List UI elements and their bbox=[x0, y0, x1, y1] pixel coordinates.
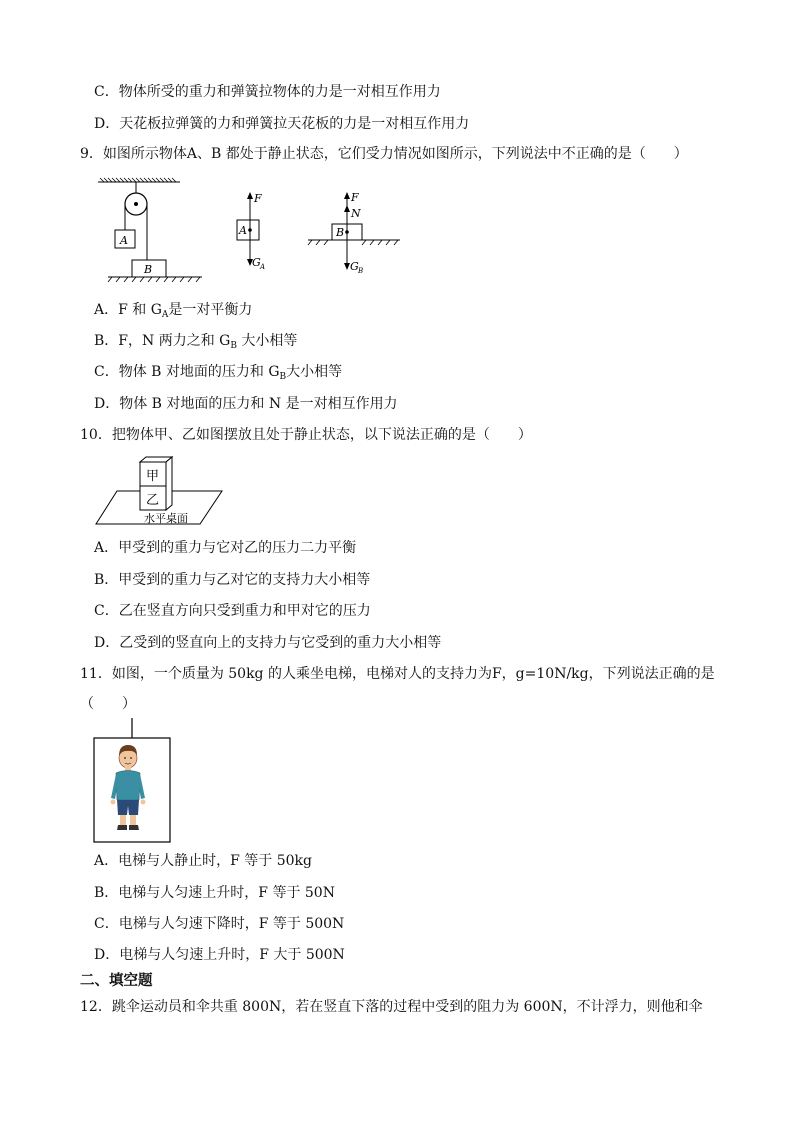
fbd-a-gravity: G bbox=[252, 256, 261, 269]
q9-option-a: A．F 和 $G_A$是一对平衡力 bbox=[94, 302, 253, 320]
fbd-b-label: B bbox=[336, 226, 345, 239]
fbd-b-gravity: G bbox=[350, 260, 359, 273]
block-jia-label: 甲 bbox=[146, 469, 160, 484]
fbd-b-force-n: N bbox=[351, 207, 361, 220]
q10-option-d: D．乙受到的竖直向上的支持力与它受到的重力大小相等 bbox=[94, 635, 442, 651]
q9-stem: 9．如图所示物体A、B 都处于静止状态，它们受力情况如图所示，下列说法中不正确的是（ ） bbox=[80, 146, 688, 162]
q11-elevator-figure bbox=[92, 718, 174, 844]
q8-option-c: C．物体所受的重力和弹簧拉物体的力是一对相互作用力 bbox=[94, 84, 441, 100]
q11-option-a: A．电梯与人静止时，F 等于 50kg bbox=[94, 853, 312, 869]
fbd-b-force-f: F bbox=[351, 191, 359, 204]
table-label: 水平桌面 bbox=[144, 512, 188, 525]
q10-stem: 10．把物体甲、乙如图摆放且处于静止状态，以下说法正确的是（ ） bbox=[80, 427, 532, 443]
q10-figure bbox=[92, 454, 227, 529]
block-yi-label: 乙 bbox=[146, 493, 160, 508]
q9-option-b: B．F，N 两力之和 $G_B$ 大小相等 bbox=[94, 333, 298, 351]
fbd-b-gravity-sub: B bbox=[358, 267, 364, 275]
block-b-label: B bbox=[144, 263, 153, 276]
q11-option-b: B．电梯与人匀速上升时，F 等于 50N bbox=[94, 885, 335, 901]
q11-paren: （ ） bbox=[80, 696, 136, 712]
q8-option-d: D．天花板拉弹簧的力和弹簧拉天花板的力是一对相互作用力 bbox=[94, 116, 470, 132]
q9-figure bbox=[90, 172, 420, 284]
section-title: 二、填空题 bbox=[80, 973, 153, 989]
q9-option-c: C．物体 B 对地面的压力和 $G_B$大小相等 bbox=[94, 364, 343, 382]
q11-option-c: C．电梯与人匀速下降时，F 等于 500N bbox=[94, 916, 345, 932]
q12-stem: 12．跳伞运动员和伞共重 800N，若在竖直下落的过程中受到的阻力为 600N，不计浮力，则他和伞 bbox=[80, 999, 703, 1015]
q11-stem: 11．如图，一个质量为 50kg 的人乘坐电梯，电梯对人的支持力为F，g=10N/kg，下列说法正确的是 bbox=[80, 666, 715, 682]
block-a-label: A bbox=[120, 234, 128, 247]
q11-option-d: D．电梯与人匀速上升时，F 大于 500N bbox=[94, 947, 345, 963]
q9-option-d: D．物体 B 对地面的压力和 N 是一对相互作用力 bbox=[94, 396, 398, 412]
q10-option-c: C．乙在竖直方向只受到重力和甲对它的压力 bbox=[94, 603, 371, 619]
q10-option-a: A．甲受到的重力与它对乙的压力二力平衡 bbox=[94, 540, 357, 556]
q10-option-b: B．甲受到的重力与乙对它的支持力大小相等 bbox=[94, 572, 371, 588]
fbd-a-force-f: F bbox=[254, 192, 262, 205]
fbd-a-gravity-sub: A bbox=[260, 263, 266, 271]
fbd-a-label: A bbox=[239, 224, 247, 237]
